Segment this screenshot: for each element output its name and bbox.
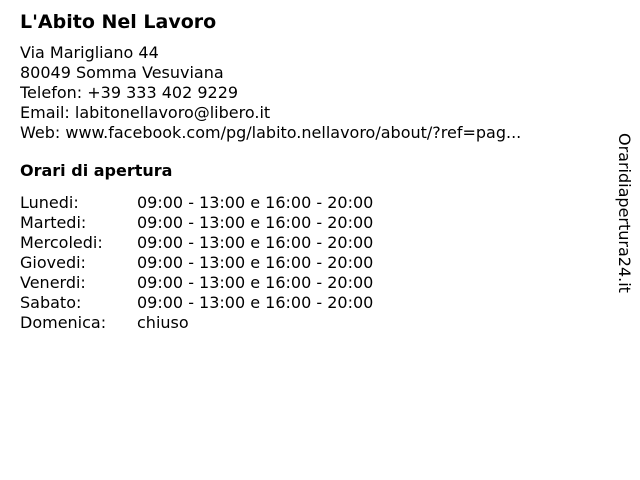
web-line: Web: www.facebook.com/pg/labito.nellavoro/about/?ref=pag... <box>20 123 522 142</box>
day-label: Martedi: <box>20 213 87 232</box>
hours-row-venerdi <box>20 273 590 293</box>
hours-row-domenica <box>20 313 590 333</box>
city-postal: 80049 Somma Vesuviana <box>20 63 224 82</box>
day-hours: 09:00 - 13:00 e 16:00 - 20:00 <box>137 193 374 212</box>
phone-line: Telefon: +39 333 402 9229 <box>20 83 239 102</box>
day-label: Venerdi: <box>20 273 86 292</box>
opening-hours-table <box>20 193 590 333</box>
day-label: Sabato: <box>20 293 82 312</box>
hours-row-mercoledi <box>20 233 590 253</box>
day-hours: 09:00 - 13:00 e 16:00 - 20:00 <box>137 273 374 292</box>
email-line: Email: labitonellavoro@libero.it <box>20 103 271 122</box>
hours-row-sabato <box>20 293 590 313</box>
day-label: Giovedi: <box>20 253 86 272</box>
hours-row-giovedi <box>20 253 590 273</box>
day-hours: 09:00 - 13:00 e 16:00 - 20:00 <box>137 253 374 272</box>
day-hours: 09:00 - 13:00 e 16:00 - 20:00 <box>137 293 374 312</box>
street-address: Via Marigliano 44 <box>20 43 159 62</box>
hours-row-lunedi <box>20 193 590 213</box>
business-card <box>20 10 590 333</box>
brand-watermark <box>600 133 640 313</box>
day-hours: 09:00 - 13:00 e 16:00 - 20:00 <box>137 213 374 232</box>
opening-hours-heading: Orari di apertura <box>20 161 173 180</box>
day-label: Lunedi: <box>20 193 79 212</box>
brand-label: Oraridiapertura24.it <box>615 133 634 293</box>
day-hours: chiuso <box>137 313 189 332</box>
hours-row-martedi <box>20 213 590 233</box>
day-hours: 09:00 - 13:00 e 16:00 - 20:00 <box>137 233 374 252</box>
day-label: Mercoledi: <box>20 233 103 252</box>
business-name: L'Abito Nel Lavoro <box>20 11 217 33</box>
day-label: Domenica: <box>20 313 107 332</box>
contact-block <box>20 43 590 143</box>
